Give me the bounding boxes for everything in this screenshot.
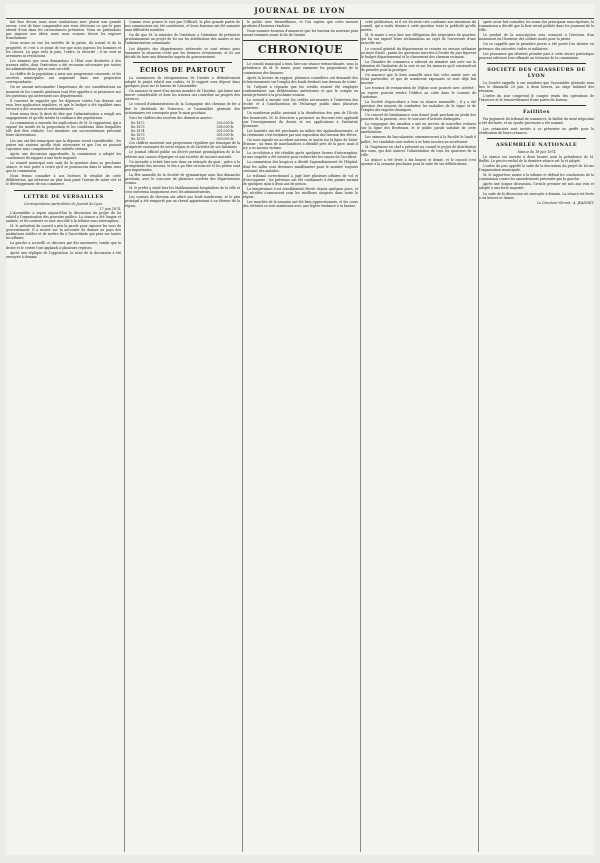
body-text-col3a: le public avec bienveillance, et l'on espère que cette mesure produira d'heureux résultats. Nous sommes heureux d'annoncer que les travaux du nouveau pont seront terminés avant la fin de l'année. (243, 20, 358, 38)
body-text-echos: La commission de réorganisation de l'armée a définitivement adopté le projet relatif aux cadres, et le rapport sera déposé dans quelques jours sur le bureau de l'Assemblée. On annonce la mort d'un ancien membre de l'Institut, qui laisse une œuvre considérable et dont les travaux ont contribué au progrès des sciences. Le conseil d'administration de la Compagnie des chemins de fer a fixé le dividende de l'exercice, et l'assemblée générale des actionnaires est convoquée pour le mois prochain. Voici les chiffres des recettes des dernières années : (125, 75, 240, 120)
section-date-lettre: 17 juin 1874. (99, 206, 121, 211)
section-title-faillites: Faillites (523, 109, 550, 116)
column-2 (124, 20, 240, 852)
section-title-chronique: CHRONIQUE (243, 40, 358, 60)
signature: Le Directeur-Gérant : A. JEANNET. (537, 200, 594, 205)
body-text-col4: cette publication, et il est du reste très conforme aux intentions du conseil, qui a voulu donner à cette question toute la publicité qu'elle mérite. M. le maire a reçu hier une délégation des négociants du quartier, qui lui ont exposé leurs réclamations au sujet de l'ouverture d'une nouvelle rue. Le conseil général du département se réunira en session ordinaire au mois d'août ; parmi les questions inscrites à l'ordre du jour figurent le budget départemental et le classement des chemins vicinaux. La Chambre de commerce a adressé au ministre une note sur la situation de l'industrie de la soie et sur les mesures qu'il conviendrait de prendre pour la protéger. On annonce que la foire annuelle aura lieu cette année avec un éclat particulier, et que de nombreux exposants se sont déjà fait inscrire. Les travaux de restauration de l'église sont poussés avec activité ; on espère pouvoir rendre l'édifice au culte dans le courant de l'automne. La Société d'agriculture a tenu sa séance mensuelle ; il y a été question des moyens de combattre les maladies de la vigne et de l'emploi des engrais chimiques. Un concert de bienfaisance sera donné jeudi prochain au profit des pauvres de la paroisse, avec le concours d'artistes distingués. La compagnie des omnibus a mis en service de nouvelles voitures sur la ligne des Brotteaux, et le public paraît satisfait de cette amélioration. Les examens du baccalauréat commenceront à la Faculté le lundi 6 juillet ; les candidats sont invités à se faire inscrire au secrétariat. M. l'ingénieur en chef a présenté au conseil le projet de distribution des eaux, qui doit assurer l'alimentation de tous les quartiers de la ville. La séance a été levée à dix heures et demie, et le conseil s'est ajourné à la semaine prochaine pour la suite de ses délibérations. (361, 20, 476, 166)
body-text-col1: fait leur devoir, mais nous combattons avec plaisir une grande erreur, c'est de faire comprendre aux vrais électeurs ce que le pays attend d'eux dans les circonstances présentes. Nous ne prétendons pas imposer nos idées, mais nous croyons devoir les exposer franchement. Nous avons en vue les intérêts de la patrie, du travail et de la propriété, et c'est à ce point de vue que nous jugeons les hommes et les choses. Le pays veut la paix, l'ordre, la sécurité ; il ne veut ni aventures ni révolutions. Les sommes que nous demandons à l'État sont destinées à des travaux utiles, dont l'exécution a été reconnue nécessaire par toutes les administrations qui se sont succédé. Le chiffre de la population a suivi une progression constante, et les recettes municipales ont augmenté dans une proportion correspondante. On ne saurait méconnaître l'importance de ces considérations au moment où les conseils généraux vont être appelés à se prononcer sur les questions qui intéressent nos départements. Il convient de rappeler que les dépenses votées l'an dernier ont reçu leur application régulière, et que le budget a été équilibré sans recourir à des ressources extraordinaires. Nous avons donc le droit de dire que l'administration a rempli ses engagements et qu'elle mérite la confiance des populations. La commission a entendu les explications de M. le rapporteur, qui a exposé les motifs de la proposition et les conditions dans lesquelles elle doit être réalisée. Les membres ont successivement présenté leurs observations. Les uns ont fait remarquer que la dépense serait considérable ; les autres ont soutenu qu'elle était nécessaire et que l'on ne pouvait l'ajourner sans compromettre des intérêts sérieux. Après une discussion approfondie, la commission a adopté les conclusions du rapport à une forte majorité. Le conseil municipal sera saisi de la question dans sa prochaine séance, et tout porte à croire qu'il se prononcera dans le même sens que la commission. Nous ferons connaître à nos lecteurs le résultat de cette délibération, qui intéresse au plus haut point l'avenir de notre cité et le développement de son commerce. (6, 20, 121, 187)
section-subtitle-assemblee: Séance du 18 juin 1874 (517, 149, 556, 154)
masthead: JOURNAL DE LYON (6, 4, 594, 19)
column-3 (242, 20, 358, 852)
body-text-col2: Comme vous pouvez le voir par l'Officiel, la plus grande partie de nos commissions ont été constituées, et leurs bureaux ont été nommés sans difficultés notables. On dit que M. le ministre de l'intérieur a l'intention de présenter prochainement un projet de loi sur les attributions des maires et sur l'administration communale. Les députés des départements intéressés se sont réunis pour examiner la situation créée par les derniers événements, et ils ont décidé de faire une démarche auprès du gouvernement. (125, 20, 240, 59)
stats-row: En 1876 309,000 fr. (131, 137, 234, 142)
body-text-lettre: L'Assemblée a repris aujourd'hui la discussion du projet de loi relatif à l'organisation des pouvoirs publics. La séance a été longue et animée, et les orateurs se sont succédé à la tribune sans interruption. M. le président du conseil a pris la parole pour exposer les vues du gouvernement. Il a insisté sur la nécessité de donner au pays des institutions stables et de mettre fin à l'incertitude qui pèse sur toutes les affaires. La gauche a accueilli ce discours par des murmures, tandis que la droite et le centre l'ont applaudi à plusieurs reprises. Après une réplique de l'opposition, la suite de la discussion a été renvoyée à demain. (6, 210, 121, 259)
section-rule (487, 138, 586, 139)
body-text-faillites: Par jugement du tribunal de commerce, la faillite du sieur négociant a été déclarée, et un syndic provisoire a été nommé. Les créanciers sont invités à se présenter au greffe pour la vérification de leurs créances. (479, 117, 594, 135)
column-4 (360, 20, 476, 852)
stats-list (125, 121, 240, 141)
section-title-assemblee: ASSEMBLÉE NATIONALE (495, 141, 578, 148)
stats-row: En 1874 301,000 fr. (131, 128, 234, 133)
section-rule (487, 105, 586, 106)
section-rule (14, 190, 113, 191)
column-5 (478, 20, 594, 852)
column-1 (6, 20, 121, 852)
stats-row: En 1873 298,000 fr. (131, 124, 234, 129)
newspaper-page (6, 4, 594, 855)
body-text-assemblee: La séance est ouverte à deux heures sous la présidence de M. Buffet. Le procès-verbal de la dernière séance est lu et adopté. L'ordre du jour appelle la suite de la discussion du projet de loi sur l'organisation municipale. M. le rapporteur monte à la tribune et défend les conclusions de la commission contre les amendements présentés par la gauche. Après une longue discussion, l'article premier est mis aux voix et adopté à une forte majorité. La suite de la discussion est renvoyée à demain. La séance est levée à six heures et demie. (479, 154, 594, 200)
body-text-chronique: Le conseil municipal a tenu hier une séance extraordinaire, sous la présidence de M. le maire, pour examiner les propositions de la commission des finances. Après la lecture du rapport, plusieurs conseillers ont demandé des éclaircissements sur l'emploi des fonds destinés aux travaux de voirie. M. l'adjoint a répondu que les crédits avaient été employés conformément aux délibérations antérieures et que le compte en serait présenté à la prochaine session. Le conseil a ensuite voté les crédits nécessaires à l'entretien des écoles et à l'amélioration de l'éclairage public dans plusieurs quartiers. Un nombreux public assistait à la distribution des prix de l'École des beaux-arts. M. le directeur a prononcé un discours très applaudi sur l'enseignement du dessin et ses applications à l'industrie lyonnaise. Les lauréats ont été proclamés au milieu des applaudissements, et la cérémonie s'est terminée par une exposition des travaux des élèves. On nous signale un accident survenu ce matin sur la ligne de Saint-Étienne ; un train de marchandises a déraillé près de la gare, mais il n'y a eu aucune victime. La circulation a été rétablie après quelques heures d'interruption, et une enquête a été ouverte pour rechercher les causes de l'accident. La commission des hospices a décidé l'agrandissement de l'hôpital, dont les salles sont devenues insuffisantes pour le nombre toujours croissant des malades. Le tribunal correctionnel a jugé hier plusieurs affaires de vol et d'escroquerie ; les prévenus ont été condamnés à des peines variant de quelques mois à deux ans de prison. La température s'est sensiblement élevée depuis quelques jours, et les récoltes s'annoncent sous les meilleurs auspices dans toute la région. Les marchés de la semaine ont été bien approvisionnés, et les cours des céréales se sont maintenus avec une légère tendance à la hausse. (243, 62, 358, 209)
section-title-societe: SOCIÉTÉ DES CHASSEURS DE LYON (487, 66, 586, 79)
section-title-lettre: LETTRE DE VERSAILLES (23, 193, 104, 200)
body-text-col2b: Ces chiffres montrent une progression régulière qui témoigne de la prospérité croissante de notre région et de l'activité de ses habitants. Le Journal officiel publie un décret portant promulgation de la loi relative aux caisses d'épargne et aux sociétés de secours mutuels. Un incendie a éclaté hier soir dans un entrepôt du quai ; grâce à la promptitude des secours, le feu a pu être circonscrit et les pertes sont peu importantes. La fête annuelle de la Société de gymnastique aura lieu dimanche prochain, avec le concours de plusieurs sociétés des départements voisins. M. le préfet a visité hier les établissements hospitaliers de la ville et s'est entretenu longuement avec les administrateurs. Les courses de chevaux ont attiré une foule nombreuse, et le prix principal a été remporté par un cheval appartenant à un éleveur de la région. (125, 141, 240, 208)
stats-row: En 1875 305,000 fr. (131, 133, 234, 138)
section-title-echos: ÉCHOS DE PARTOUT (139, 65, 226, 74)
section-rule (133, 62, 232, 63)
body-text-societe: La Société rappelle à ses membres que l'assemblée générale aura lieu le dimanche 28 juin, à deux heures, au siège habituel des réunions. L'ordre du jour comprend le compte rendu des opérations de l'exercice et le renouvellement d'une partie du bureau. (479, 80, 594, 103)
section-subtitle-lettre: Correspondance particulière du Journal de Lyon. (23, 201, 104, 206)
section-rule (487, 63, 586, 64)
body-text-col5a: après avoir fait connaître les noms des principaux souscripteurs, la commission a décidé que la liste serait publiée dans les journaux de la ville. Le produit de la souscription sera consacré à l'érection d'un monument en l'honneur des soldats morts pour la patrie. On se rappelle que la première pierre a été posée l'an dernier en présence des autorités civiles et militaires. Les personnes qui désirent prendre part à cette œuvre patriotique peuvent adresser leur offrande au trésorier de la commission. (479, 20, 594, 60)
stats-row: En 1872 293,000 fr. (131, 120, 234, 125)
